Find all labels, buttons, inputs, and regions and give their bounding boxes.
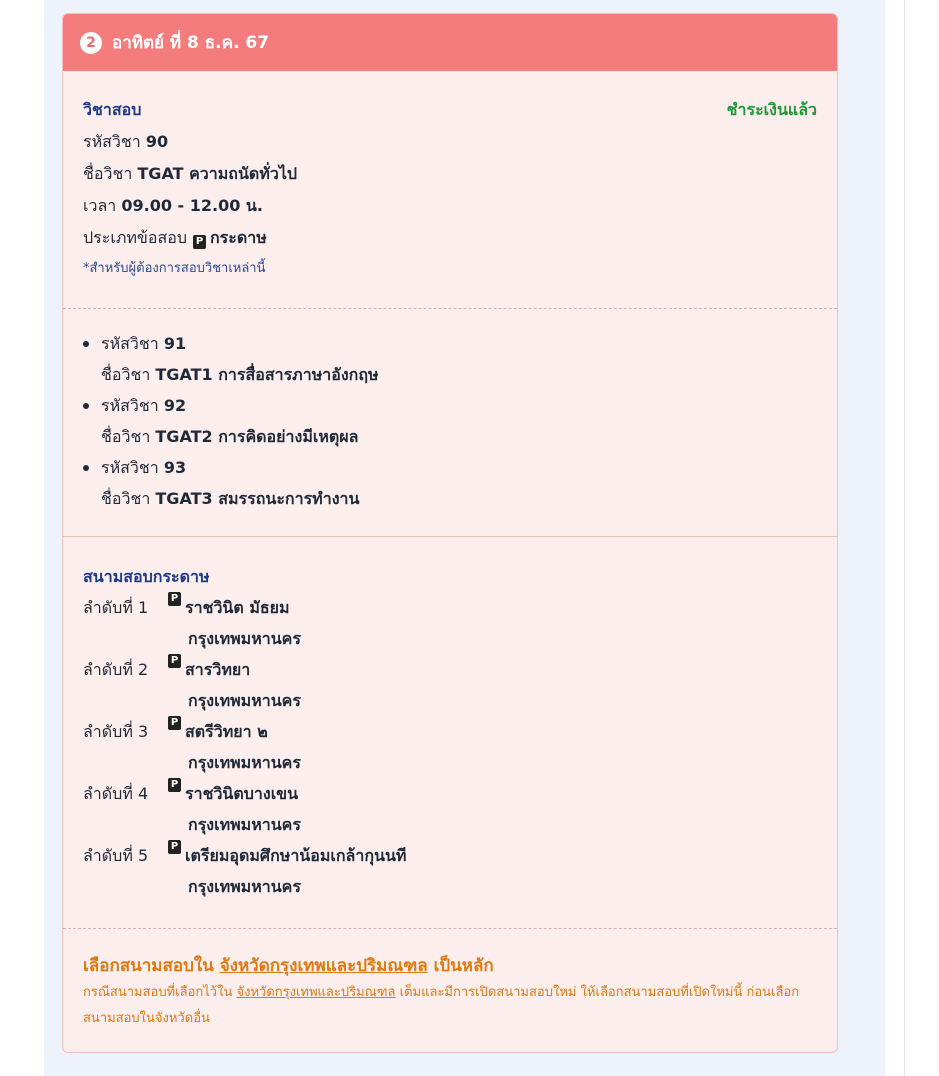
province-link[interactable]: จังหวัดกรุงเทพและปริมณฑล — [236, 985, 396, 1000]
venue-section — [63, 536, 837, 928]
venue-item: ลำดับที่ 5 P เตรียมอุดมศึกษาน้อมเกล้ากุนนที กรุงเทพมหานคร — [83, 840, 817, 902]
scroll-divider — [904, 0, 905, 1076]
exam-time: 09.00 - 12.00 น. — [121, 196, 263, 215]
venue-province: กรุงเทพมหานคร — [188, 629, 301, 648]
list-item: รหัสวิชา 93 ชื่อวิชา TGAT3 สมรรถนะการทำงาน — [83, 452, 817, 514]
payment-status: ชำระเงินแล้ว — [726, 100, 817, 119]
venue-item: ลำดับที่ 4 P ราชวินิตบางเขน กรุงเทพมหานคร — [83, 778, 817, 840]
venue-name: สตรีวิทยา ๒ — [185, 722, 268, 741]
paper-icon: P — [168, 592, 181, 606]
paper-icon: P — [168, 840, 181, 854]
day-number-badge: 2 — [80, 32, 102, 54]
bullet-icon — [83, 341, 89, 347]
card-header — [63, 14, 837, 71]
paper-icon: P — [168, 654, 181, 668]
venue-name: ราชวินิตบางเขน — [185, 784, 299, 803]
subject-section-title: วิชาสอบ — [83, 100, 142, 119]
note-title: เลือกสนามสอบใน จังหวัดกรุงเทพและปริมณฑล เป็นหลัก — [83, 956, 494, 976]
venue-note-section — [63, 928, 837, 1032]
venue-item: ลำดับที่ 1 P ราชวินิต มัธยม กรุงเทพมหานคร — [83, 592, 817, 654]
venue-province: กรุงเทพมหานคร — [188, 877, 301, 896]
subject-code-row: รหัสวิชา 90 — [83, 132, 169, 151]
note-body: กรณีสนามสอบที่เลือกไว้ใน จังหวัดกรุงเทพและปริมณฑล เต็มและมีการเปิดสนามสอบใหม่ ให้เลือกสนามสอบที่เปิดใหม่นี้ ก่อนเลือกสนามสอบในจังหวัดอื่น — [83, 985, 800, 1026]
venue-province: กรุงเทพมหานคร — [188, 753, 301, 772]
subjects-footnote: *สำหรับผู้ต้องการสอบวิชาเหล่านี้ — [83, 261, 266, 276]
paper-icon: P — [168, 716, 181, 730]
list-item: รหัสวิชา 91 ชื่อวิชา TGAT1 การสื่อสารภาษาอังกฤษ — [83, 328, 817, 390]
province-link[interactable]: จังหวัดกรุงเทพและปริมณฑล — [219, 956, 428, 976]
venue-name: ราชวินิต มัธยม — [185, 598, 290, 617]
exam-type-row: ประเภทข้อสอบ P กระดาษ — [83, 228, 267, 247]
exam-time-row: เวลา 09.00 - 12.00 น. — [83, 196, 263, 215]
venue-item: ลำดับที่ 2 P สารวิทยา กรุงเทพมหานคร — [83, 654, 817, 716]
subject-list-section — [63, 308, 837, 536]
exam-date: อาทิตย์ ที่ 8 ธ.ค. 67 — [112, 33, 269, 53]
subject-name: TGAT ความถนัดทั่วไป — [137, 164, 298, 183]
venue-item: ลำดับที่ 3 P สตรีวิทยา ๒ กรุงเทพมหานคร — [83, 716, 817, 778]
venue-name: เตรียมอุดมศึกษาน้อมเกล้ากุนนที — [185, 846, 407, 865]
paper-icon: P — [193, 235, 206, 249]
paper-icon: P — [168, 778, 181, 792]
subject-info-section — [63, 71, 837, 308]
exam-type: กระดาษ — [209, 228, 267, 247]
subject-code: 90 — [145, 132, 169, 151]
bullet-icon — [83, 403, 89, 409]
bullet-icon — [83, 465, 89, 471]
venue-province: กรุงเทพมหานคร — [188, 815, 301, 834]
exam-day-card — [62, 13, 838, 1053]
subject-name-row: ชื่อวิชา TGAT ความถนัดทั่วไป — [83, 164, 298, 183]
venue-name: สารวิทยา — [185, 660, 251, 679]
venue-section-title: สนามสอบกระดาษ — [83, 567, 210, 586]
list-item: รหัสวิชา 92 ชื่อวิชา TGAT2 การคิดอย่างมีเหตุผล — [83, 390, 817, 452]
venue-province: กรุงเทพมหานคร — [188, 691, 301, 710]
